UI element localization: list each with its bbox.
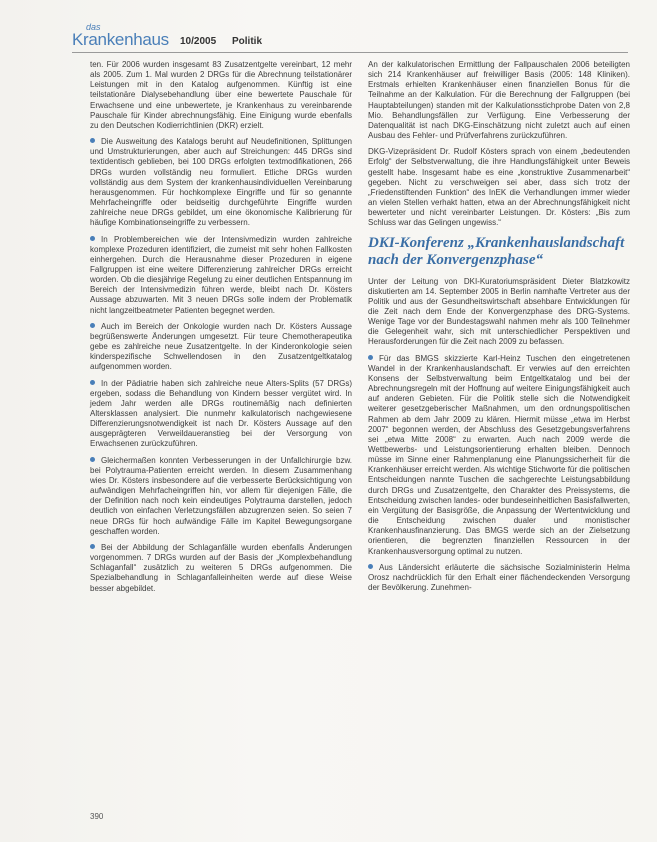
issue-number: 10/2005 [180,36,217,47]
bullet-text: Für das BMGS skizzierte Karl-Heinz Tuschen den eingetretenen Wandel in der Krankenhauslandschaft. Er verwies auf den erreichten Konsens der Selbstverwaltung beim Entgeltkatalog und bei der Abrechnungsregeln mit der Hoffnung auf weitere Einigungsfähigkeit auch auf anderen Gebieten. Für die Politik stelle sich die Notwendigkeit weiterer gesetzgeberischer Maßnahmen, um den ordnungspolitischen Rahmen ab dem Jahr 2009 zu klären. Hiermit müsse „etwa im Herbst 2007“ begonnen werden, der Abschluss des Gesetzgebungsverfahrens sei „etwa Mitte 2008“ zu erwarten. Auch nach 2009 werde die Wettbewerbs- und Leistungsorientierung erhalten bleiben. Dennoch müsse im Sinne einer Rahmenplanung eine Planungssicherheit für die Krankenhäuser erreicht werden. Als wichtige Stichworte für die politischen Entscheidungen nannte Tuschen die sachgerechte Leistungsabbildung durch DRGs und Zusatzentgelte, den Charakter des Preissystems, die Entscheidung zwischen landes- oder bundeseinheitlichen Basisfallwerten, ein Vergütung der Basisgröße, die Anpassung der Wertentwicklung und die Entscheidung zwischen dualer und monistischer Krankenhausfinanzierung. Das BMGS werde sich an der Zielsetzung orientieren, die begrenzten finanziellen Ressourcen in der Krankenhausversorgung optimal zu nutzen. [368,353,630,556]
bullet-icon [90,380,95,385]
section-title: Politik [232,36,263,47]
bullet-text: Aus Ländersicht erläuterte die sächsische Sozialministerin Helma Orosz nachdrücklich für den Erhalt einer flächendeckenden Versorgung der Bevölkerung. Zunehmen- [368,562,630,593]
page-number: 390 [90,812,104,821]
bullet-icon [90,138,95,143]
bullet-text: Die Ausweitung des Katalogs beruht auf Neudefinitionen, Splittungen und Umstrukturierungen, aber auch auf Streichungen: 445 DRGs sind textidentisch geblieben, bei 100 DRGs erfolgten textmodifikationen, 266 DRGs wurden vollständig neu formuliert. Etliche DRGs wurden vollständig aus dem System der krankenhausindividuellen Vereinbarung herausgenommen. Für hochkomplexe Eingriffe und für so genannte Mehrfacheingriffe oder beidseitig durchgeführte Eingriffe wurden zahlreiche neue DRGs gebildet, um eine ökonomische Kalibrierung für häufige Kombinationseingriffe zu verbessern. [90,137,352,228]
bullet-paragraph [368,563,630,593]
bullet-paragraph [90,137,352,228]
article-headline: DKI-Konferenz „Krankenhauslandschaft nach der Konvergenzphase“ [368,234,625,268]
paragraph: Unter der Leitung von DKI-Kuratoriumspräsident Dieter Blatzkowitz diskutierten am 14. September 2005 in Berlin namhafte Vertreter aus der Politik und aus der Gesundheitswirtschaft absehbare Entwicklungen für die Zeit nach dem Ende der Konvergenzphase des DRG-Systems. Wenige Tage vor der Bundestagswahl nahmen mehr als 100 Teilnehmer die Gelegenheit wahr, sich mit unterschiedlicher Perspektiven und Herausforderungen für die Zeit nach 2009 zu befassen. [368,276,630,347]
bullet-icon [90,457,95,462]
paragraph: ten. Für 2006 wurden insgesamt 83 Zusatzentgelte vereinbart, 12 mehr als 2005. Zum 1. Mal wurden 2 DRGs für die Abrechnung teilstationärer Leistungen mit in den Katalog aufgenommen. Künftig ist eine teilstationäre Dialysebehandlung über eine bewertete Pauschale für Erwachsene und eine unbewertete, je Krankenhaus zu vereinbarende Pauschale für Kinder abrechnungsfähig. Eine Einigung wurde ebenfalls zu den Deutschen Kodierrichtlinien (DKR) erzielt. [90,60,352,130]
bullet-text: In Problembereichen wie der Intensivmedizin wurden zahlreiche komplexe Prozeduren identifiziert, die zumeist mit sehr hohen Fallkosten einhergehen. Durch die Herausnahme dieser Prozeduren in eigene Fallgruppen ist eine weitere Differenzierung zahlreicher DRGs erreicht worden. Ob die diesjährige Regelung zu einer deutlichen Entspannung im Bereich der Intensivmedizin führen werde, bleibt nach Dr. Kösters Aussage abzuwarten. Mit 3 neuen DRGs solle indem der Problematik nicht langzeitbeatmeter Patienten begegnet werden. [90,234,352,315]
paragraph: An der kalkulatorischen Ermittlung der Fallpauschalen 2006 beteiligten sich 214 Krankenhäuser auf freiwilliger Basis (2005: 148 Kliniken). Erstmals erhielten Krankenhäuser einen finanziellen Bonus für die Teilnahme an der Kalkulation. Für die Berechnung der Fallgruppen (bei Hauptabteilungen) standen mit der Kalkulationsstichprobe Daten von 2,8 Mio. Behandlungsfällen zur Verfügung. Eine Verbesserung der Datenqualität ist nach DKG-Einschätzung nicht zuletzt auch auf einen Ausbau des Fehler- und Prüfverfahrens zurückzuführen. [368,60,630,141]
paragraph: DKG-Vizepräsident Dr. Rudolf Kösters sprach von einem „bedeutenden Erfolg“ der Selbstverwaltung, die ihre Handlungsfähigkeit unter Beweis gestellt habe. Insgesamt habe es eine „konstruktive Zusammenarbeit“ gegeben. Nicht zu verschweigen sei aber, dass sich trotz der „Friedenstiftenden Funktion“ des InEK die Verhandlungen immer wieder an vielen Stellen verhakt hatten, etwa an der Abrechnungsfähigkeit nicht bewerteter und nicht vereinbarter Leistungen. Dr. Kösters: „Bis zum Schluss war das Gelingen ungewiss.“ [368,147,630,228]
left-column [90,60,352,600]
bullet-paragraph [90,379,352,450]
header-rule [72,52,628,53]
right-column [368,60,630,599]
bullet-icon [368,564,373,569]
bullet-icon [90,323,95,328]
bullet-text: In der Pädiatrie haben sich zahlreiche neue Alters-Splits (57 DRGs) ergeben, sodass die Behandlung von Kindern besser vergütet wird. In jedem Jahr werden alle DRGs routinemäßig nach definierten Altersklassen analysiert. Die nunmehr kalkulatorisch nachgewiesene Differenzierungsnotwendigkeit ist nach Dr. Kösters Aussage auf den ausgeprägteren Verweildaueranstieg bei der Versorgung von Erwachsenen zurückzuführen. [90,378,352,449]
bullet-icon [90,236,95,241]
bullet-paragraph [90,235,352,316]
bullet-paragraph [90,456,352,537]
bullet-text: Gleichermaßen konnten Verbesserungen in der Unfallchirurgie bzw. bei Polytrauma-Patienten erreicht werden. In diesem Zusammenhang wies Dr. Kösters insbesondere auf die verbesserte Berücksichtigung von aufwändigen Mehrfacheingriffen hin, vor allem für diejenigen Fälle, die der Definition nach noch kein eindeutiges Polytrauma darstellen, jedoch deutlich von einfachen Verletzungsfällen abzugrenzen seien. So seien 7 neue DRGs für hoch aufwändige Fälle im Kapitel Bewegungsorgane geschaffen worden. [90,455,352,536]
logo-small-text: das [86,22,101,32]
bullet-icon [90,544,95,549]
bullet-paragraph [368,354,630,557]
bullet-text: Auch im Bereich der Onkologie wurden nach Dr. Kösters Aussage begrüßenswerte Änderungen umgesetzt. Für teure Chemotherapeutika gebe es zahlreiche neue Zusatzentgelte. In der Kinderonkologie seien kinderspezifische Schwellendosen in den Zusatzentgeltkatalog aufgenommen worden. [90,321,352,372]
bullet-text: Bei der Abbildung der Schlaganfälle wurden ebenfalls Änderungen vorgenommen. 7 DRGs wurden auf der Basis der „Komplexbehandlung Schlaganfall“ zusätzlich zu weiteren 5 DRGs aufgenommen. Die Spezialbehandlung in Schlaganfalleinheiten werde auf diese Weise besser abgebildet. [90,542,352,593]
bullet-icon [368,355,373,360]
bullet-paragraph [90,543,352,594]
magazine-logo: Krankenhaus [72,30,169,49]
bullet-paragraph [90,322,352,373]
